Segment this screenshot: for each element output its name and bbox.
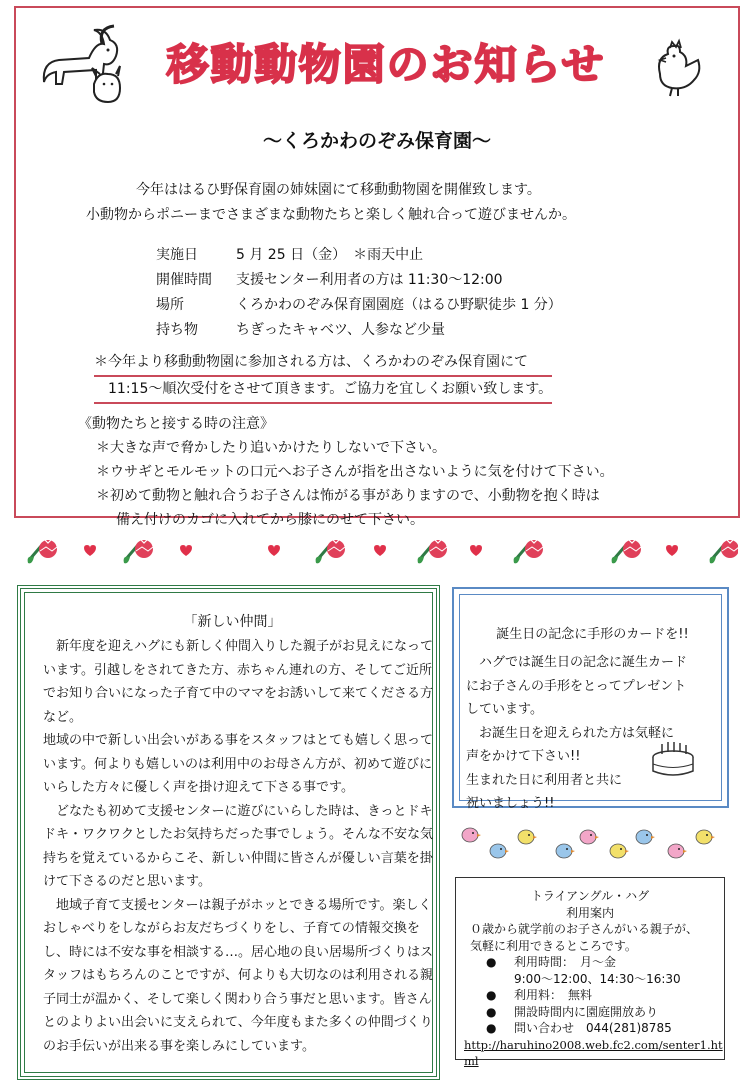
text-line: ハグでは誕生日の記念に誕生カード: [466, 655, 688, 670]
paragraph: 新年度を迎えハグにも新しく仲間入りした親子がお見えになっています。引越しをされてきた方、赤ちゃん連れの方、そしてご近所でお知り合いになった子育て中のママをお誘いして来てくださる方など。: [43, 639, 434, 725]
info-desc: ０歳から就学前のお子さんがいる親子が、: [470, 922, 699, 936]
detail-label: 実施日: [156, 247, 198, 263]
info-text: 問い合わせ 044(281)8785: [514, 1021, 672, 1035]
carnation-icon: [418, 539, 448, 563]
paragraph: どなたも初めて支援センターに遊びにいらした時は、きっとドキドキ・ワクワクとしたお気持ちだった事でしょう。そんな不安な気持ちを覚えているからこそ、新しい仲間に皆さんが優しい言葉を掛けて下さるのだと思います。: [43, 803, 434, 889]
event-details: [156, 243, 562, 343]
heart-icon: [180, 545, 192, 556]
bullet-icon: ●: [486, 1004, 497, 1019]
chick-icon: [696, 830, 715, 844]
news-body: [43, 635, 433, 1058]
info-row: [456, 987, 724, 1004]
text-line: お誕生日を迎えられた方は気軽に: [466, 725, 675, 741]
heart-icon: [666, 545, 678, 556]
center-name: トライアングル・ハグ: [530, 889, 650, 903]
detail-value: ちぎったキャベツ、人参など少量: [236, 322, 446, 338]
heart-icon: [470, 545, 482, 556]
usage-info-box: [455, 877, 725, 1068]
chick-icon: [490, 844, 509, 858]
chick-icon: [668, 844, 687, 858]
caution-item: ＊初めて動物と触れ合うお子さんは怖がる事がありますので、小動物を抱く時は: [96, 488, 600, 504]
info-text: 利用時間： 月～金: [514, 955, 617, 969]
birthday-cake-icon: [648, 739, 698, 779]
chick-icon: [556, 844, 575, 858]
new-friends-box: [17, 585, 440, 1080]
text-line: しています。: [466, 702, 543, 717]
text-line: 祝いましょう!!: [466, 796, 555, 811]
subtitle: ～くろかわのぞみ保育園～: [262, 130, 491, 152]
carnation-icon: [710, 539, 738, 563]
info-text: 9:00～12:00、14:30～16:30: [514, 971, 681, 986]
info-row: [456, 971, 724, 988]
carnation-heart-border: [18, 533, 738, 569]
chick-icon: [462, 828, 481, 842]
birthday-box: [452, 587, 729, 811]
detail-row: [156, 293, 562, 318]
heart-icon: [268, 545, 280, 556]
detail-label: 持ち物: [156, 322, 198, 338]
heart-icon: [374, 545, 386, 556]
bullet-icon: ●: [486, 955, 497, 969]
detail-row: [156, 318, 562, 343]
info-row: [456, 954, 724, 971]
intro: [86, 178, 726, 228]
bullet-icon: [486, 971, 514, 988]
website-link[interactable]: http://haruhino2008.web.fc2.com/senter1.ht: [464, 1037, 723, 1052]
detail-label: 開催時間: [156, 272, 212, 288]
caution-item: ＊ウサギとモルモットの口元へお子さんが指を出さないように気を付けて下さい。: [96, 464, 614, 480]
detail-value: くろかわのぞみ保育園園庭（はるひ野駅徒歩 1 分）: [236, 297, 562, 313]
paragraph: 地域子育て支援センターは親子がホッとできる場所です。楽しくおしゃべりをしながらお友だちづくりをし、子育ての情報交換をし、時には不安な事を相談する…。居心地の良い居場所づくりはスタッフはもちろんのことですが、何よりも大切なのは利用される親子同士が温かく、そして楽しく関わり合う事だと思います。皆さんとのよりよい出会いに支えられて、今年度もまた多くの仲間づくりのお手伝いが出来る事を楽しみにしています。: [43, 897, 434, 1054]
info-text: 開設時間内に園庭開放あり: [514, 1004, 659, 1019]
notice-line: ＊今年より移動動物園に参加される方は、くろかわのぞみ保育園にて: [94, 350, 552, 377]
chick-border: [460, 825, 730, 865]
info-heading: 利用案内: [565, 905, 614, 920]
paragraph: 地域の中で新しい出会いがある事をスタッフはとても嬉しく思っています。何よりも嬉しいのは利用中のお母さん方が、初めて遊びにいらした方々に優しく声を掛け迎えて下さる事です。: [43, 733, 434, 795]
chick-icon: [636, 830, 655, 844]
bullet-icon: ●: [486, 1021, 497, 1035]
caution-item: ＊大きな声で脅かしたり追いかけたりしないで下さい。: [96, 440, 446, 456]
intro-line: 今年ははるひ野保育園の姉妹園にて移動動物園を開催致します。: [136, 182, 541, 198]
goat-icon: [34, 22, 134, 112]
page-title: 移動動物園のお知らせ: [166, 40, 606, 89]
website-link[interactable]: ml: [464, 1054, 479, 1068]
bullet-icon: ●: [486, 988, 497, 1002]
intro-line: 小動物からポニーまでさまざまな動物たちと楽しく触れ合って遊びませんか。: [86, 207, 576, 223]
info-desc: 気軽に利用できるところです。: [470, 938, 637, 953]
detail-label: 場所: [156, 297, 184, 313]
announcement-box: [14, 6, 740, 528]
reception-notice: [94, 350, 552, 404]
detail-row: [156, 243, 562, 268]
text-line: 声をかけて下さい!!: [466, 749, 581, 764]
carnation-icon: [514, 539, 544, 563]
carnation-icon: [612, 539, 642, 563]
chick-icon: [610, 844, 629, 858]
heart-icon: [84, 545, 96, 556]
section-title: 「新しい仲間」: [183, 614, 282, 630]
section-title: 誕生日の記念に手形のカードを!!: [496, 627, 689, 642]
caution-title: 《動物たちと接する時の注意》: [78, 416, 274, 432]
carnation-icon: [28, 539, 58, 563]
chick-icon: [518, 830, 537, 844]
info-text: 利用料： 無料: [514, 988, 593, 1002]
text-line: にお子さんの手形をとってプレゼント: [466, 678, 687, 694]
detail-value: 5 月 25 日（金） ＊雨天中止: [236, 247, 424, 263]
caution-section: [78, 412, 614, 532]
carnation-icon: [316, 539, 346, 563]
chick-icon: [580, 830, 599, 844]
text-line: 生まれた日に利用者と共に: [466, 772, 623, 788]
detail-row: [156, 268, 562, 293]
info-row: [456, 1020, 724, 1037]
chicken-icon: [646, 38, 706, 98]
detail-value: 支援センター利用者の方は 11:30～12:00: [236, 272, 503, 288]
birthday-body: [466, 651, 724, 816]
caution-item-continued: 備え付けのカゴに入れてから膝にのせて下さい。: [116, 512, 424, 528]
info-row: [456, 1004, 724, 1021]
carnation-icon: [124, 539, 154, 563]
notice-line: 11:15～順次受付をさせて頂きます。ご協力を宜しくお願い致します。: [94, 377, 552, 404]
